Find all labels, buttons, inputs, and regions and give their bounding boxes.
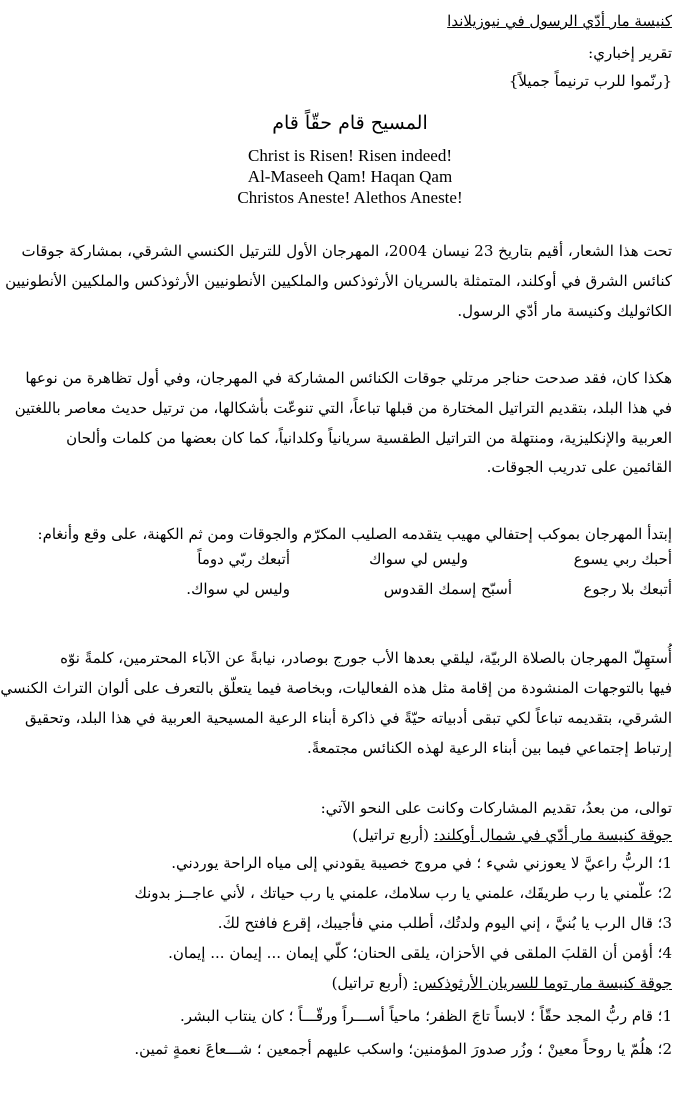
choir-2-name: جوقة كنيسة مار توما للسريان الأرثوذكس: [413,974,672,992]
paragraph-2-line: العربية والإنكليزية، ومنتهلة من التراتيل الطقسية سريانياً وكلدانياً، كما كان بعضها من كلمات وألحان [66,429,672,447]
paragraph-2-line: في هذا البلد، بتقديم التراتيل المختارة من قبلها تباعاً، التي تنوعّت بأشكالها، من ترتيل حديث معاصر باللغتين [14,399,672,417]
paragraph-3-line: إبتدأ المهرجان بموكب إحتفالي مهيب يتقدمه الصليب المكرّم والجوقات ومن ثم الكهنة، على وقع وأنغام: [37,525,672,543]
paragraph-2-line: القائمين على تدريب الجوقات. [486,458,672,476]
hymn-verse: أحبك ربي يسوع [573,550,672,568]
hymn-verse: أسبّح إسمك القدوس [383,580,512,598]
hymn-verse: وليس لي سواك [369,550,468,568]
choir-1-hymn: 2؛ علّمني يا رب طريقَك، علمني يا رب سلامك، علمني يا رب حياتك ، لأني عاجــز بدونك [134,884,672,902]
hymn-verse: وليس لي سواك. [186,580,290,598]
choir-2-hymn: 2؛ هلُمّ يا روحاً معينْ ؛ وزُر صدورَ المؤمنين؛ واسكب عليهم أجمعين ؛ شـــعاعَ نعمةٍ ثمين. [134,1040,672,1058]
paragraph-4-line: فيها بالتوجهات المنشودة من إقامة مثل هذه الفعاليات، وبخاصة فيما يتعلّق بالتعرف على ألوان التراث الكنسي [0,679,672,697]
church-name: كنيسة مار أدّي الرسول في نيوزيلاندا [447,12,672,30]
greek-greeting: Christos Aneste! Alethos Aneste! [237,188,463,207]
paragraph-1-line: كنائس الشرق في أوكلند، المتمثلة بالسريان الأرثوذكس والملكيين الأنطونيين الأرثوذكس والملكيين الأنطونيين [5,272,672,290]
paragraph-1-line: تحت هذا الشعار، أقيم بتاريخ 23 نيسان 2004، المهرجان الأول للترتيل الكنسي الشرقي، بمشاركة جوقات [21,242,672,260]
participations-intro: توالى، من بعدُ، تقديم المشاركات وكانت على النحو الآتي: [320,799,672,817]
choir-1-name: جوقة كنيسة مار أدّي في شمال أوكلند: [433,826,672,844]
english-greeting: Christ is Risen! Risen indeed! [248,146,452,165]
paragraph-2-line: هكذا كان، فقد صدحت حناجر مرتلي جوقات الكنائس المشاركة في المهرجان، وفي أول تظاهرة من نوعها [25,369,672,387]
choir-1-hymn: 3؛ قال الرب يا بُنيَّ ، إني اليوم ولدتُك، أطلب مني فأجيبك، إقرع فافتح لكَ. [217,914,672,932]
paragraph-4-line: أُستهِلّ المهرجان بالصلاة الربيّة، ليلقي بعدها الأب جورج بوصادر، نيابةً عن الآباء المحترمين، كلمةً نوّه [60,649,672,667]
aramaic-greeting: Al-Maseeh Qam! Haqan Qam [247,167,453,186]
choir-2-hymn: 1؛ قام ربُّ المجد حقّاً ؛ لابساً تاجَ الظفر؛ ماحياً أســـراً ورقّـــاً ؛ كان ينتاب البشر. [179,1007,672,1025]
paragraph-4-line: الشرقي، بتقديمه تباعاً لكي تبقى أدبياته حيّةً في ذاكرة أبناء الرعية المسيحية العربية في هذا البلد، وتحقيق [24,709,672,727]
report-type: تقرير إخباري: [588,44,672,62]
choir-1-heading [10,824,672,846]
choir-2-heading [10,972,672,994]
arabic-greeting: المسيح قام حقّاً قام [272,112,428,134]
hymn-verse: أتبعك ربّي دوماً [197,550,290,568]
choir-1-count: (أربع تراتيل) [352,826,429,844]
choir-1-hymn: 4؛ أؤمن أن القلبَ الملقى في الأحزان، يلقى الحنان؛ كلّي إيمان ... إيمان ... إيمان. [168,944,672,962]
verse: {رنّموا للرب ترنيماً جميلاً} [508,72,672,90]
choir-2-count: (أربع تراتيل) [331,974,409,992]
hymn-verse: أتبعك بلا رجوع [583,580,672,598]
choir-1-hymn: 1؛ الربُّ راعيَّ لا يعوزني شيء ؛ في مروج خصيبة يقودني إلى مياه الراحة يوردني. [171,854,672,872]
paragraph-4-line: إرتباط إجتماعي فيما بين أبناء الرعية لهذه الكنائس مجتمعةً. [306,739,672,757]
paragraph-1-line: الكاثوليك وكنيسة مار أدّي الرسول. [457,302,672,320]
